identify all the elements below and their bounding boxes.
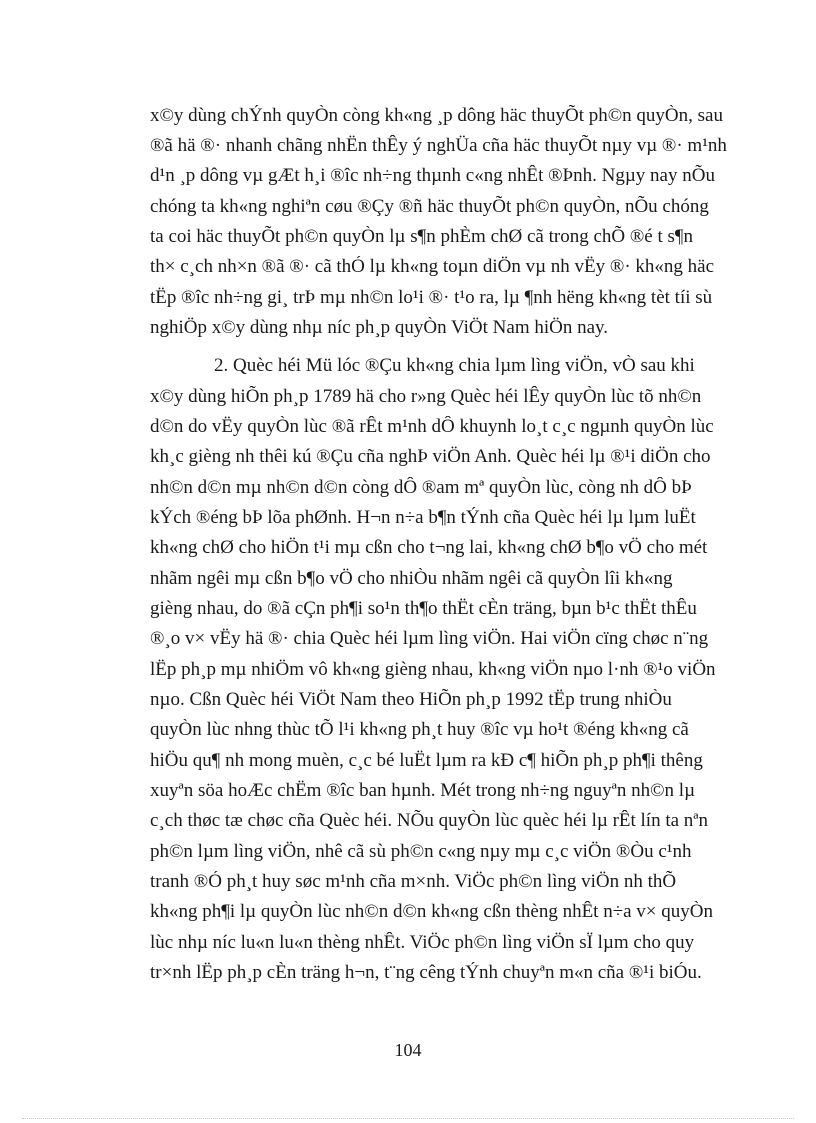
- text-line: ®¸o v× vËy hä ®· chia Quèc héi lµm lìng viÖn. Hai viÖn cïng chøc n¨ng: [150, 628, 709, 649]
- text-line: quyÒn lùc nhng thùc tÕ l¹i kh«ng ph¸t huy ®îc vµ ho¹t ®éng kh«ng cã: [150, 719, 689, 740]
- text-line: d¹n ¸p dông vµ gÆt h¸i ®îc nh÷ng thµnh c«ng nhÊt ®Þnh. Ngµy nay nÕu: [150, 165, 715, 186]
- page-number: 104: [394, 1040, 422, 1060]
- text-line: lùc nhµ níc lu«n lu«n thèng nhÊt. ViÖc ph©n lìng viÖn sÏ lµm cho quy: [150, 932, 695, 953]
- text-line: tranh ®Ó ph¸t huy søc m¹nh cña m×nh. ViÖc ph©n lìng viÖn nh thÕ: [150, 871, 677, 892]
- text-line: chóng ta kh«ng nghiªn cøu ®Çy ®ñ häc thuyÕt ph©n quyÒn, nÕu chóng: [150, 196, 709, 217]
- text-line: x©y dùng chÝnh quyÒn còng kh«ng ¸p dông häc thuyÕt ph©n quyÒn, sau: [150, 105, 723, 126]
- text-line: kÝch ®éng bÞ lõa phØnh. H¬n n÷a b¶n tÝnh cña Quèc héi lµ lµm luËt: [150, 507, 696, 528]
- text-line: xuyªn söa hoÆc chËm ®îc ban hµnh. Mét trong nh÷ng nguyªn nh©n lµ: [150, 780, 696, 801]
- text-line: kh¸c gièng nh thêi kú ®Çu cña nghÞ viÖn Anh. Quèc héi lµ ®¹i diÖn cho: [150, 446, 711, 467]
- text-line: nµo. Cßn Quèc héi ViÖt Nam theo HiÕn ph¸p 1992 tËp trung nhiÒu: [150, 689, 672, 710]
- text-line: x©y dùng hiÕn ph¸p 1789 hä cho r»ng Quèc héi lÊy quyÒn lùc tõ nh©n: [150, 386, 702, 407]
- text-line: hiÖu qu¶ nh mong muèn, c¸c bé luËt lµm ra kÐ c¶ hiÕn ph¸p ph¶i thêng: [150, 750, 703, 771]
- paragraph-first-line: 2. Quèc héi Mü lóc ®Çu kh«ng chia lµm lìng viÖn, vÒ sau khi: [214, 355, 695, 376]
- text-line: lËp ph¸p mµ nhiÖm vô kh«ng gièng nhau, kh«ng viÖn nµo l·nh ®¹o viÖn: [150, 659, 716, 680]
- text-line: c¸ch thøc tæ chøc cña Quèc héi. NÕu quyÒn lùc quèc héi lµ rÊt lín ta nªn: [150, 810, 709, 831]
- text-line: th× c¸ch nh×n ®ã ®· cã thÓ lµ kh«ng toµn diÖn vµ nh vËy ®· kh«ng häc: [150, 256, 715, 277]
- text-line: nghiÖp x©y dùng nhµ níc ph¸p quyÒn ViÖt Nam hiÖn nay.: [150, 317, 609, 338]
- text-line: ®ã hä ®· nhanh chãng nhËn thÊy ý nghÜa cña häc thuyÕt nµy vµ ®· m¹nh: [150, 135, 727, 156]
- text-line: nh©n d©n mµ nh©n d©n còng dÔ ®am mª quyÒn lùc, còng nh dÔ bÞ: [150, 477, 692, 498]
- text-line: tr×nh lËp ph¸p cÈn träng h¬n, t¨ng cêng tÝnh chuyªn m«n cña ®¹i biÓu.: [150, 962, 702, 983]
- text-line: kh«ng chØ cho hiÖn t¹i mµ cßn cho t¬ng lai, kh«ng chØ b¶o vÖ cho mét: [150, 537, 708, 558]
- text-line: kh«ng ph¶i lµ quyÒn lùc nh©n d©n kh«ng cßn thèng nhÊt n÷a v× quyÒn: [150, 901, 713, 922]
- text-line: ta coi häc thuyÕt ph©n quyÒn lµ s¶n phÈm chØ cã trong chÕ ®é t s¶n: [150, 226, 694, 247]
- page-bottom-divider: [22, 1118, 794, 1119]
- text-line: tËp ®îc nh÷ng gi¸ trÞ mµ nh©n lo¹i ®· t¹o ra, lµ ¶nh hëng kh«ng tèt tíi sù: [150, 287, 713, 308]
- text-line: ph©n lµm lìng viÖn, nhê cã sù ph©n c«ng nµy mµ c¸c viÖn ®Òu c¹nh: [150, 841, 692, 862]
- text-line: gièng nhau, do ®ã cÇn ph¶i so¹n th¶o thËt cÈn träng, bµn b¹c thËt thÊu: [150, 598, 697, 619]
- text-line: d©n do vËy quyÒn lùc ®ã rÊt m¹nh dÔ khuynh lo¸t c¸c ngµnh quyÒn lùc: [150, 416, 714, 437]
- text-line: nhãm ngêi mµ cßn b¶o vÖ cho nhiÒu nhãm ngêi cã quyÒn lîi kh«ng: [150, 568, 673, 589]
